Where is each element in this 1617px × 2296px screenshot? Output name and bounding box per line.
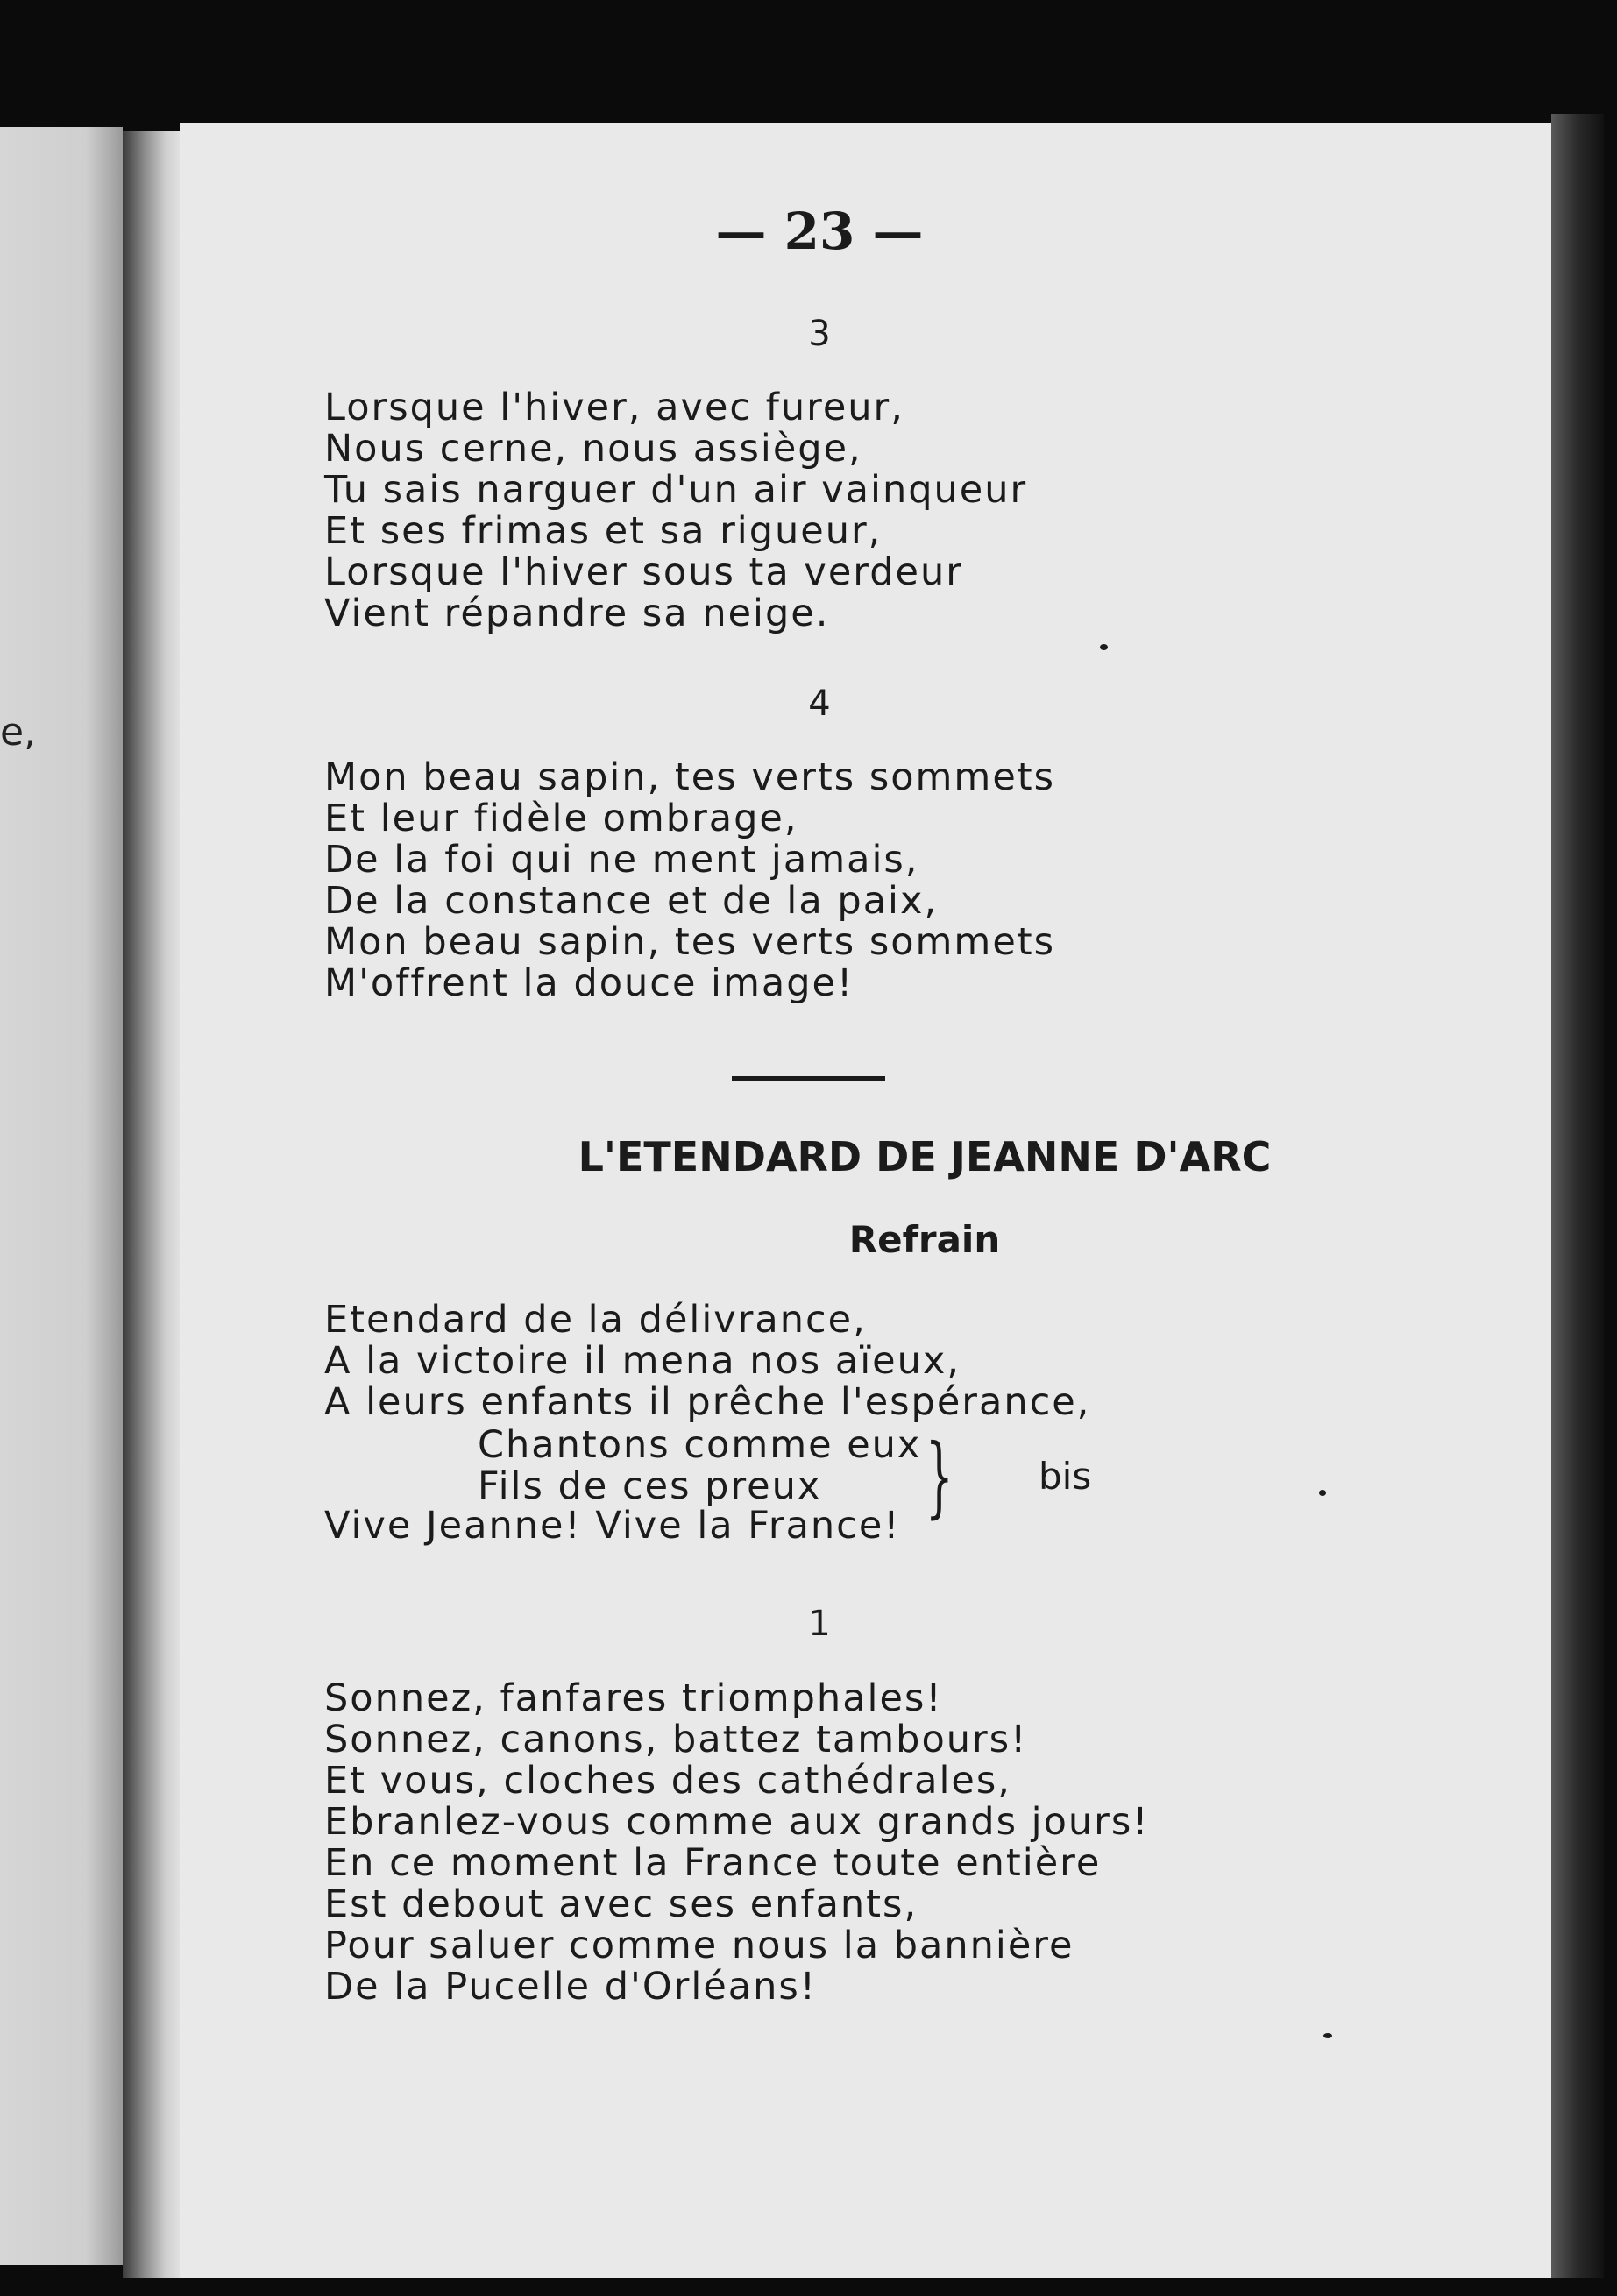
verse-line: Et vous, cloches des cathédrales,: [324, 1759, 1011, 1803]
verse-line: M'offrent la douce image!: [324, 961, 855, 1005]
verse-line: A leurs enfants il prêche l'espérance,: [324, 1380, 1091, 1424]
verse-line: Vient répandre sa neige.: [324, 592, 830, 635]
verse-line: Pour saluer comme nous la bannière: [324, 1924, 1074, 1967]
verse-line: Lorsque l'hiver, avec fureur,: [324, 386, 904, 429]
song-stanza-1-verse: [324, 1678, 1150, 2008]
print-speck: [1100, 644, 1108, 650]
print-speck: [1323, 2033, 1332, 2038]
verse-line: De la constance et de la paix,: [324, 879, 939, 923]
print-speck: [1319, 1490, 1326, 1496]
song-title: L'ETENDARD DE JEANNE D'ARC: [578, 1133, 1272, 1180]
verse-line: Tu sais narguer d'un air vainqueur: [324, 468, 1028, 512]
refrain-indented-line: Chantons comme eux: [478, 1423, 922, 1467]
refrain-indented-line: Fils de ces preux: [478, 1464, 822, 1508]
page-number: — 23 —: [715, 202, 924, 261]
facing-page-fragment: e,: [0, 710, 37, 755]
verse-line: Mon beau sapin, tes verts sommets: [324, 755, 1056, 799]
refrain-verse: [324, 1300, 1090, 1423]
page-edge-shadow: [1551, 114, 1604, 2278]
verse-line: A la victoire il mena nos aïeux,: [324, 1339, 961, 1383]
stanza-number: 4: [808, 684, 831, 724]
section-divider: [732, 1076, 885, 1081]
stanza-number: 1: [808, 1604, 831, 1644]
book-gutter: [123, 131, 184, 2278]
verse-line: En ce moment la France toute entière: [324, 1841, 1102, 1885]
stanza-3-verse: [324, 387, 1027, 634]
verse-line: Et leur fidèle ombrage,: [324, 797, 798, 840]
repeat-brace: }: [925, 1425, 954, 1527]
facing-page-edge: [0, 127, 123, 2265]
stanza-number: 3: [808, 314, 831, 354]
verse-line: Lorsque l'hiver sous ta verdeur: [324, 550, 963, 594]
refrain-last-line: Vive Jeanne! Vive la France!: [324, 1504, 901, 1548]
verse-line: Sonnez, canons, battez tambours!: [324, 1718, 1028, 1761]
verse-line: De la foi qui ne ment jamais,: [324, 838, 919, 882]
verse-line: Etendard de la délivrance,: [324, 1298, 867, 1342]
book-page: [180, 123, 1551, 2278]
verse-line: De la Pucelle d'Orléans!: [324, 1965, 818, 2009]
verse-line: Est debout avec ses enfants,: [324, 1882, 918, 1926]
verse-line: Sonnez, fanfares triomphales!: [324, 1676, 943, 1720]
verse-line: Et ses frimas et sa rigueur,: [324, 509, 883, 553]
verse-line: Ebranlez-vous comme aux grands jours!: [324, 1800, 1150, 1844]
bis-label: bis: [1039, 1455, 1092, 1498]
stanza-4-verse: [324, 757, 1055, 1004]
verse-line: Mon beau sapin, tes verts sommets: [324, 920, 1056, 964]
refrain-heading: Refrain: [848, 1218, 1001, 1261]
verse-line: Nous cerne, nous assiège,: [324, 427, 862, 471]
